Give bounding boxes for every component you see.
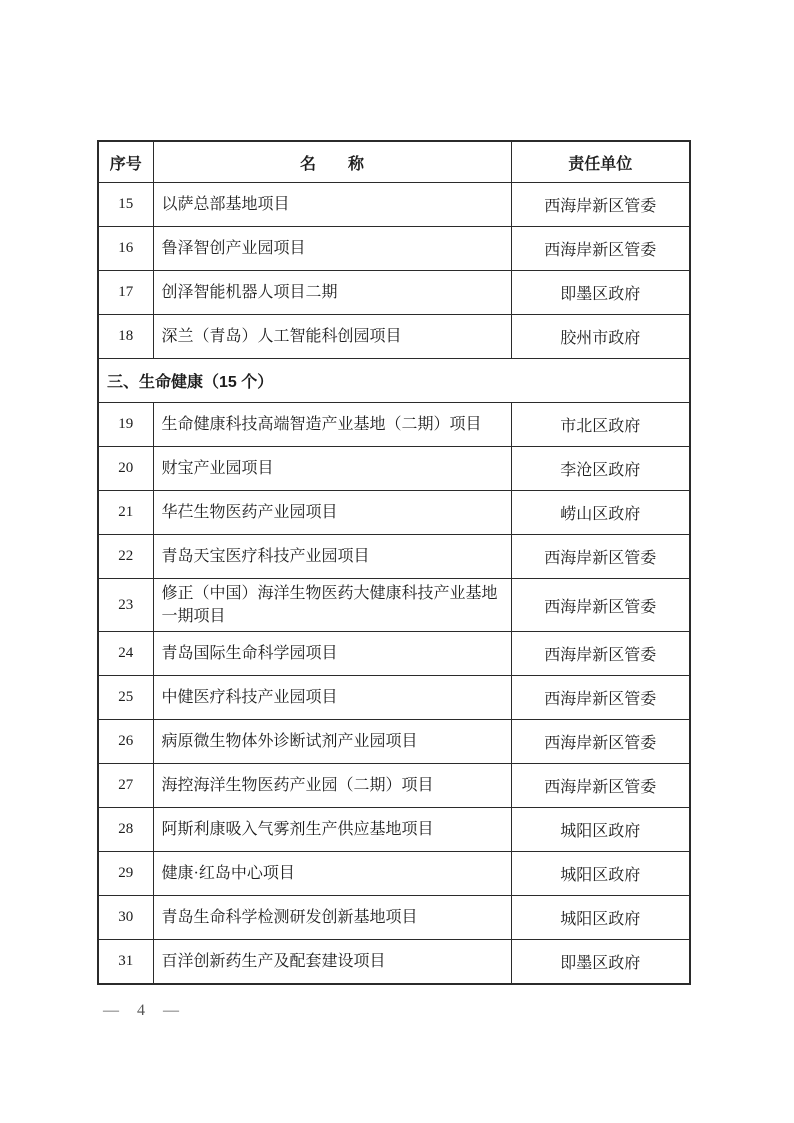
- table-row: [98, 447, 690, 491]
- row-index: 27: [98, 764, 153, 808]
- row-index: 23: [98, 579, 153, 632]
- responsible-unit: 西海岸新区管委: [511, 676, 690, 720]
- row-index: 25: [98, 676, 153, 720]
- responsible-unit: 城阳区政府: [511, 808, 690, 852]
- responsible-unit: 西海岸新区管委: [511, 535, 690, 579]
- row-index: 20: [98, 447, 153, 491]
- table-row: [98, 183, 690, 227]
- section-header-row: [98, 359, 690, 403]
- row-index: 26: [98, 720, 153, 764]
- project-name: 华芢生物医药产业园项目: [153, 491, 511, 535]
- table-row: [98, 227, 690, 271]
- table-row: [98, 271, 690, 315]
- table-row: [98, 764, 690, 808]
- responsible-unit: 崂山区政府: [511, 491, 690, 535]
- project-name: 创泽智能机器人项目二期: [153, 271, 511, 315]
- table-row: [98, 579, 690, 632]
- responsible-unit: 城阳区政府: [511, 852, 690, 896]
- table-row: [98, 676, 690, 720]
- row-index: 16: [98, 227, 153, 271]
- responsible-unit: 市北区政府: [511, 403, 690, 447]
- responsible-unit: 即墨区政府: [511, 271, 690, 315]
- column-header-name: 名 称: [153, 141, 511, 183]
- responsible-unit: 李沧区政府: [511, 447, 690, 491]
- row-index: 28: [98, 808, 153, 852]
- project-name: 青岛天宝医疗科技产业园项目: [153, 535, 511, 579]
- row-index: 31: [98, 940, 153, 985]
- responsible-unit: 西海岸新区管委: [511, 183, 690, 227]
- project-name: 青岛国际生命科学园项目: [153, 632, 511, 676]
- responsible-unit: 胶州市政府: [511, 315, 690, 359]
- project-name: 阿斯利康吸入气雾剂生产供应基地项目: [153, 808, 511, 852]
- project-name: 以萨总部基地项目: [153, 183, 511, 227]
- table-row: [98, 808, 690, 852]
- responsible-unit: 西海岸新区管委: [511, 764, 690, 808]
- table-row: [98, 315, 690, 359]
- project-name: 百洋创新药生产及配套建设项目: [153, 940, 511, 985]
- row-index: 22: [98, 535, 153, 579]
- table-row: [98, 940, 690, 985]
- column-header-index: 序号: [98, 141, 153, 183]
- project-name: 青岛生命科学检测研发创新基地项目: [153, 896, 511, 940]
- project-name: 健康·红岛中心项目: [153, 852, 511, 896]
- project-name: 深兰（青岛）人工智能科创园项目: [153, 315, 511, 359]
- project-name: 修正（中国）海洋生物医药大健康科技产业基地一期项目: [153, 579, 511, 632]
- row-index: 24: [98, 632, 153, 676]
- section-header-label: 三、生命健康（15 个）: [98, 359, 690, 403]
- project-name: 财宝产业园项目: [153, 447, 511, 491]
- project-name: 鲁泽智创产业园项目: [153, 227, 511, 271]
- project-name: 病原微生物体外诊断试剂产业园项目: [153, 720, 511, 764]
- responsible-unit: 城阳区政府: [511, 896, 690, 940]
- project-name: 生命健康科技高端智造产业基地（二期）项目: [153, 403, 511, 447]
- table-header-row: [98, 141, 690, 183]
- table-row: [98, 896, 690, 940]
- responsible-unit: 西海岸新区管委: [511, 227, 690, 271]
- responsible-unit: 西海岸新区管委: [511, 632, 690, 676]
- table-row: [98, 720, 690, 764]
- table-row: [98, 632, 690, 676]
- page-number: — 4 —: [103, 1002, 186, 1019]
- responsible-unit: 西海岸新区管委: [511, 579, 690, 632]
- project-name: 中健医疗科技产业园项目: [153, 676, 511, 720]
- row-index: 21: [98, 491, 153, 535]
- row-index: 18: [98, 315, 153, 359]
- table-row: [98, 403, 690, 447]
- table-row: [98, 491, 690, 535]
- column-header-unit: 责任单位: [511, 141, 690, 183]
- table-row: [98, 535, 690, 579]
- table-row: [98, 852, 690, 896]
- row-index: 30: [98, 896, 153, 940]
- project-table: [97, 140, 691, 985]
- row-index: 29: [98, 852, 153, 896]
- row-index: 17: [98, 271, 153, 315]
- row-index: 19: [98, 403, 153, 447]
- row-index: 15: [98, 183, 153, 227]
- project-name: 海控海洋生物医药产业园（二期）项目: [153, 764, 511, 808]
- responsible-unit: 即墨区政府: [511, 940, 690, 985]
- responsible-unit: 西海岸新区管委: [511, 720, 690, 764]
